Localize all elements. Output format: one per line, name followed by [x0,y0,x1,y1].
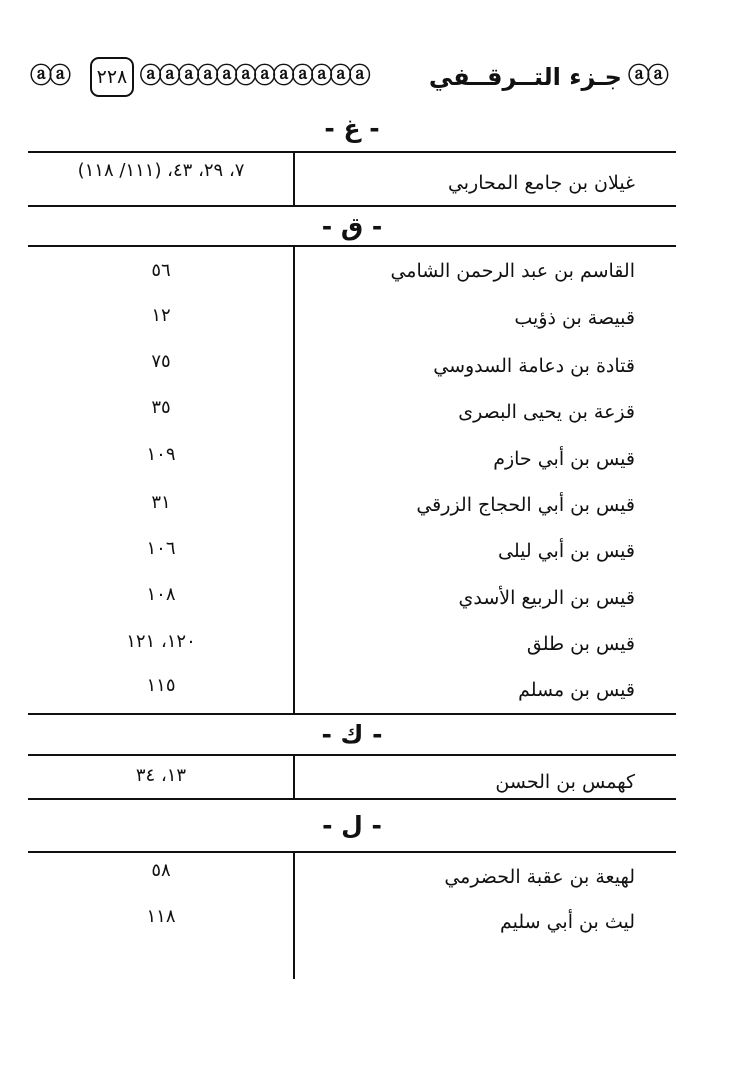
index-name: ليث بن أبي سليم [499,911,635,933]
index-pages: ١٠٨ [146,584,176,605]
book-title: جـزء التــرقــفي [428,63,622,91]
index-name: غيلان بن جامع المحاربي [447,172,635,194]
index-name: القاسم بن عبد الرحمن الشامي [390,260,635,282]
ornament-right: ⓐⓐ [627,64,666,89]
index-name: قيس بن أبي حازم [493,448,635,470]
index-pages: ٣٥ [151,397,171,418]
index-name: قزعة بن يحيى البصرى [458,401,635,423]
column-divider [293,852,295,979]
divider [28,851,676,853]
section-letter-lam: - ل - [322,811,382,840]
index-name: قيس بن الربيع الأسدي [458,587,635,609]
page-number: ٢٢٨ [90,57,133,97]
section-letter-ghain: - غ - [324,114,380,143]
index-pages: ١٠٦ [146,538,176,559]
index-name: قيس بن مسلم [518,679,635,701]
index-pages: ١٠٩ [146,444,176,465]
index-pages: ١٢٠، ١٢١ [126,631,196,652]
divider [28,205,676,207]
index-pages: ١٣، ٣٤ [135,765,187,786]
index-name: قيس بن أبي ليلى [498,540,635,562]
section-letter-qaf: - ق - [321,212,383,241]
column-divider [293,246,295,713]
divider [28,151,676,153]
divider [28,754,676,756]
index-name: قبيصة بن ذؤيب [514,307,635,329]
column-divider [293,152,295,205]
divider [28,245,676,247]
index-name: قيس بن طلق [526,633,635,655]
page-header [30,54,678,100]
index-pages: ١٢ [151,305,171,326]
index-name: لهيعة بن عقبة الحضرمي [444,866,635,888]
index-pages: ٣١ [151,492,171,513]
index-name: كهمس بن الحسن [495,771,635,793]
column-divider [293,755,295,798]
divider [28,713,676,715]
ornament-middle: ⓐⓐⓐⓐⓐⓐⓐⓐⓐⓐⓐⓐ [139,64,368,89]
index-pages: ٧٥ [151,351,171,372]
divider [28,798,676,800]
index-pages: ٧، ٢٩، ٤٣، (١١١/ ١١٨) [77,160,245,181]
index-pages: ٥٦ [151,260,171,281]
index-name: قيس بن أبي الحجاج الزرقي [416,494,635,516]
section-letter-kaf: - ك - [321,720,383,749]
index-pages: ٥٨ [151,860,171,881]
index-pages: ١١٥ [146,675,176,696]
index-name: قتادة بن دعامة السدوسي [433,355,635,377]
ornament-left: ⓐⓐ [30,64,69,89]
index-pages: ١١٨ [146,906,176,927]
